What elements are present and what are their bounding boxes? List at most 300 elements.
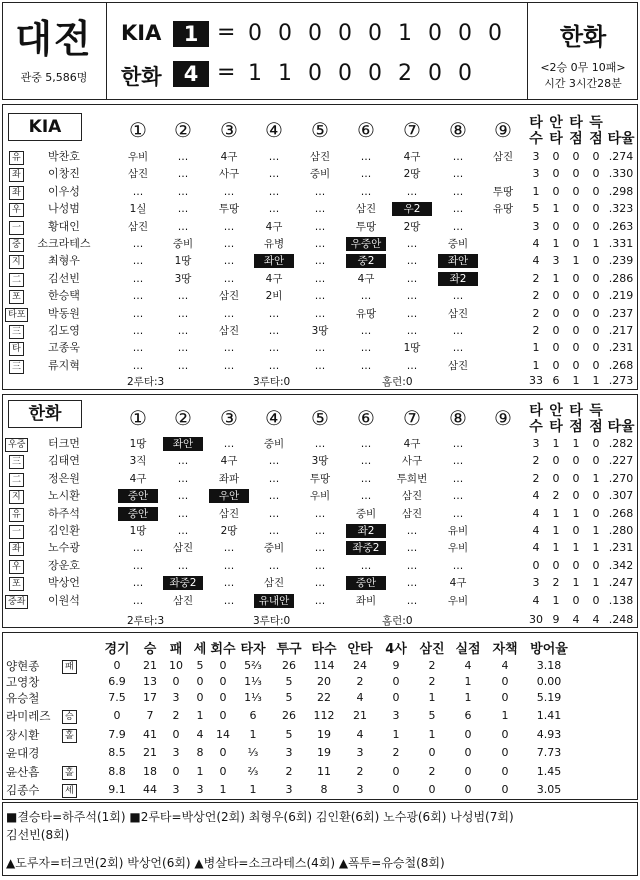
batter-ab: 2 [532, 324, 540, 337]
batter-ab: 2 [532, 454, 540, 468]
at-bat-result-inning-6: … [360, 325, 372, 337]
batter-r: 0 [592, 271, 600, 285]
kia-doubles: 2루타:3 [127, 376, 165, 388]
batter-avg: .231 [608, 541, 634, 555]
at-bat-result-inning-2: … [177, 507, 189, 520]
batter-rbi: 0 [572, 167, 580, 181]
batter-position: 유 [9, 151, 24, 165]
pitcher-stat-0: 0 [113, 709, 121, 722]
at-bat-result-inning-9: 삼진 [492, 151, 514, 163]
pitcher-stat-1: 41 [143, 727, 157, 741]
at-bat-result-inning-2: … [177, 525, 189, 537]
kia-stat-head-ab-top: 타 [529, 115, 543, 131]
kia-stat-head-ab-bottom: 수 [529, 131, 543, 147]
away-equals: = [217, 20, 236, 45]
pitcher-stat-0: 0 [113, 659, 121, 672]
batter-ab: 4 [532, 541, 540, 555]
han-stat-head-h-top: 안 [549, 403, 563, 419]
batter-h: 0 [552, 306, 560, 320]
at-bat-result-inning-5: 우비 [309, 490, 331, 503]
at-bat-result-inning-1: … [132, 342, 144, 355]
batter-position: 좌 [9, 542, 24, 556]
batter-avg: .219 [608, 289, 634, 303]
at-bat-result-inning-5: … [314, 577, 326, 590]
at-bat-result-inning-4: … [268, 307, 280, 320]
at-bat-result-inning-8: … [452, 325, 464, 337]
hanwha-doubles: 2루타:3 [127, 615, 165, 627]
batter-name: 노수광 [48, 541, 80, 555]
batter-h: 1 [552, 524, 560, 537]
pitch-head-9: 4사 [385, 642, 407, 657]
batter-rbi: 1 [572, 541, 580, 555]
pitcher-stat-5: 1⅓ [244, 675, 262, 688]
han-total-avg: .248 [608, 613, 634, 626]
batter-rbi: 0 [572, 593, 580, 607]
pitcher-stat-0: 7.9 [108, 727, 126, 741]
at-bat-result-inning-9: 유땅 [492, 203, 514, 216]
at-bat-result-inning-8: … [452, 185, 464, 198]
at-bat-result-inning-1: … [132, 255, 144, 268]
pitcher-stat-8: 4 [356, 727, 364, 741]
at-bat-result-inning-1: 3직 [129, 455, 147, 468]
batter-avg: .239 [608, 254, 634, 268]
away-inning-5: 0 [368, 21, 382, 46]
pitch-head-1: 승 [143, 642, 157, 657]
batter-name: 김도영 [48, 324, 80, 337]
pitcher-stat-7: 19 [317, 727, 331, 741]
at-bat-result-inning-4: 중비 [263, 438, 285, 450]
pitcher-stat-2: 2 [172, 709, 180, 722]
pitcher-name: 윤산흠 [6, 764, 40, 779]
batter-rbi: 0 [572, 271, 580, 285]
at-bat-result-inning-3: … [223, 438, 235, 450]
pitcher-name: 라미레즈 [6, 709, 51, 723]
han-inning-col-8: ⑧ [449, 406, 467, 430]
at-bat-result-inning-2: … [177, 203, 189, 216]
batter-ab: 1 [532, 358, 540, 372]
pitcher-stat-8: 24 [353, 659, 367, 672]
pitcher-row [0, 764, 640, 782]
pitcher-stat-6: 3 [285, 746, 293, 759]
at-bat-result-inning-7: … [406, 594, 418, 607]
at-bat-result-inning-7: … [406, 255, 418, 268]
at-bat-result-inning-1: 1땅 [129, 525, 147, 537]
at-bat-result-inning-7: 삼진 [401, 507, 423, 520]
hanwha-team-label: 한화 [8, 400, 82, 428]
pitcher-stat-0: 7.5 [108, 691, 126, 704]
at-bat-result-inning-2: 삼진 [172, 594, 194, 607]
at-bat-result-inning-1: … [132, 272, 144, 285]
batter-avg: .263 [608, 219, 634, 233]
at-bat-result-inning-2: … [177, 359, 189, 372]
at-bat-result-inning-7: 2땅 [403, 168, 421, 181]
pitcher-stat-13: 7.73 [536, 746, 562, 759]
at-bat-result-inning-4: 삼진 [263, 577, 285, 590]
batter-r: 0 [592, 454, 600, 468]
pitcher-stat-13: 3.05 [536, 783, 562, 796]
at-bat-result-inning-7: … [406, 290, 418, 303]
batter-name: 김선빈 [48, 271, 80, 285]
at-bat-result-inning-3: 2땅 [220, 525, 238, 537]
at-bat-result-inning-7: … [406, 272, 418, 285]
at-bat-result-inning-6: 좌2 [346, 524, 386, 538]
at-bat-result-inning-2: … [177, 307, 189, 320]
batter-rbi: 0 [572, 219, 580, 233]
at-bat-result-inning-1: … [132, 325, 144, 337]
batter-position: 중좌 [5, 595, 28, 609]
batter-h: 1 [552, 506, 560, 520]
batter-name: 이창진 [48, 167, 80, 181]
han-total-rbi: 4 [572, 613, 580, 626]
batter-position: 三 [9, 325, 24, 339]
batter-h: 1 [552, 541, 560, 555]
batter-position: 지 [9, 490, 24, 504]
batter-avg: .268 [608, 506, 634, 520]
at-bat-result-inning-8: 유비 [447, 525, 469, 537]
at-bat-result-inning-8: … [452, 290, 464, 303]
at-bat-result-inning-6: 좌중2 [346, 541, 386, 555]
at-bat-result-inning-3: … [223, 594, 235, 607]
scoreboard-header [2, 2, 638, 100]
at-bat-result-inning-6: 중안 [346, 576, 386, 590]
at-bat-result-inning-6: … [360, 455, 372, 468]
batter-row [0, 454, 640, 471]
at-bat-result-inning-2: … [177, 168, 189, 181]
batter-name: 장운호 [48, 558, 80, 572]
at-bat-result-inning-4: … [268, 455, 280, 468]
at-bat-result-inning-4: 유내안 [254, 594, 294, 608]
at-bat-result-inning-6: … [360, 342, 372, 355]
batter-rbi: 0 [572, 202, 580, 216]
pitcher-stat-2: 0 [172, 727, 180, 741]
pitcher-stat-6: 5 [285, 675, 293, 688]
notes-line-3: ▲도루자=터크먼(2회) 박상언(6회) ▲병살타=소크라테스(4회) ▲폭투=유승철(8회) [6, 856, 445, 870]
pitcher-stat-3: 3 [196, 783, 204, 796]
at-bat-result-inning-6: … [360, 559, 372, 572]
pitch-head-12: 자책 [492, 642, 518, 657]
pitcher-stat-3: 5 [196, 659, 204, 672]
home-team-name: 한화 [121, 65, 162, 89]
pitcher-name: 장시환 [6, 727, 40, 742]
at-bat-result-inning-5: 중비 [309, 168, 331, 181]
at-bat-result-inning-5: … [314, 525, 326, 537]
batter-r: 0 [592, 219, 600, 233]
kia-homers: 홈런:0 [382, 376, 413, 388]
away-inning-3: 0 [308, 21, 322, 46]
batter-r: 0 [592, 489, 600, 503]
batter-row [0, 150, 640, 167]
pitcher-row [0, 727, 640, 745]
pitch-head-7: 타수 [311, 642, 337, 657]
at-bat-result-inning-4: … [268, 472, 280, 485]
at-bat-result-inning-5: 3땅 [311, 325, 329, 337]
at-bat-result-inning-8: … [452, 203, 464, 216]
batter-rbi: 0 [572, 489, 580, 503]
han-inning-col-3: ③ [220, 406, 238, 430]
han-inning-col-9: ⑨ [494, 406, 512, 430]
pitcher-stat-3: 0 [196, 675, 204, 688]
batter-position: 二 [9, 473, 24, 487]
pitcher-stat-3: 0 [196, 691, 204, 704]
batter-name: 이우성 [48, 184, 80, 198]
batter-r: 0 [592, 306, 600, 320]
batter-h: 1 [552, 271, 560, 285]
at-bat-result-inning-5: … [314, 559, 326, 572]
batter-ab: 0 [532, 558, 540, 572]
at-bat-result-inning-2: … [177, 220, 189, 233]
batter-h: 0 [552, 471, 560, 485]
pitch-head-13: 방어율 [530, 642, 568, 657]
kia-triples: 3루타:0 [253, 376, 291, 388]
home-inning-6: 2 [398, 61, 412, 86]
batter-rbi: 1 [572, 254, 580, 268]
pitcher-stat-7: 22 [317, 691, 331, 704]
kia-stat-head-avg: 타율 [607, 131, 635, 147]
pitcher-stat-3: 8 [196, 746, 204, 759]
at-bat-result-inning-1: … [132, 307, 144, 320]
away-inning-2: 0 [278, 21, 292, 46]
pitcher-stat-10: 2 [428, 675, 436, 688]
batter-ab: 2 [532, 471, 540, 485]
at-bat-result-inning-3: … [223, 272, 235, 285]
pitcher-stat-8: 4 [356, 691, 364, 704]
home-inning-2: 1 [278, 61, 292, 86]
batter-name: 박동원 [48, 306, 80, 320]
pitcher-row [0, 745, 640, 763]
pitcher-stat-7: 19 [317, 746, 331, 759]
at-bat-result-inning-4: … [268, 168, 280, 181]
pitcher-stat-11: 6 [464, 709, 472, 722]
at-bat-result-inning-5: … [314, 359, 326, 372]
home-inning-8: 0 [458, 61, 472, 86]
at-bat-result-inning-2: … [177, 490, 189, 503]
batter-ab: 1 [532, 341, 540, 355]
at-bat-result-inning-4: … [268, 325, 280, 337]
at-bat-result-inning-6: 우중안 [346, 237, 386, 251]
han-inning-col-7: ⑦ [403, 406, 421, 430]
batter-r: 0 [592, 202, 600, 216]
batter-ab: 5 [532, 202, 540, 216]
home-total-score: 4 [173, 61, 209, 87]
pitcher-stat-2: 3 [172, 746, 180, 759]
away-inning-4: 0 [338, 21, 352, 46]
batter-row [0, 541, 640, 558]
pitcher-stat-8: 3 [356, 746, 364, 759]
batter-ab: 4 [532, 593, 540, 607]
kia-inning-col-1: ① [129, 118, 147, 142]
pitcher-stat-4: 0 [219, 675, 227, 688]
batter-position: 三 [9, 360, 24, 374]
batter-r: 1 [592, 237, 600, 250]
han-inning-col-1: ① [129, 406, 147, 430]
pitcher-name: 고영창 [6, 675, 40, 689]
batter-h: 0 [552, 184, 560, 198]
batter-avg: .307 [608, 489, 634, 503]
at-bat-result-inning-7: … [406, 359, 418, 372]
at-bat-result-inning-5: … [314, 290, 326, 303]
batter-ab: 3 [532, 167, 540, 181]
at-bat-result-inning-5: … [314, 272, 326, 285]
at-bat-result-inning-3: 사구 [218, 168, 240, 181]
batter-r: 1 [592, 541, 600, 555]
attendance: 관중 5,586명 [20, 71, 88, 84]
at-bat-result-inning-8: … [452, 220, 464, 233]
pitcher-stat-10: 2 [428, 764, 436, 778]
batter-row [0, 559, 640, 576]
pitcher-decision: 패 [62, 660, 77, 674]
batter-rbi: 0 [572, 471, 580, 485]
away-inning-1: 0 [248, 21, 262, 46]
at-bat-result-inning-3: … [223, 559, 235, 572]
pitcher-stat-3: 1 [196, 709, 204, 722]
batter-h: 1 [552, 593, 560, 607]
kia-total-ab: 33 [529, 374, 543, 387]
pitcher-stat-6: 3 [285, 783, 293, 796]
series-record: <2승 0무 10패> [540, 61, 626, 74]
batter-name: 최형우 [48, 254, 80, 268]
at-bat-result-inning-8: … [452, 507, 464, 520]
at-bat-result-inning-6: 삼진 [355, 203, 377, 216]
at-bat-result-inning-8: 우비 [447, 542, 469, 555]
away-inning-8: 0 [458, 21, 472, 46]
batter-ab: 2 [532, 289, 540, 303]
batter-name: 류지혁 [48, 358, 80, 372]
at-bat-result-inning-5: … [314, 185, 326, 198]
pitcher-stat-13: 5.19 [536, 691, 562, 704]
batter-ab: 3 [532, 150, 540, 163]
batter-ab: 2 [532, 271, 540, 285]
away-team-name: KIA [121, 21, 162, 45]
kia-stat-head-r-bottom: 점 [569, 131, 583, 147]
at-bat-result-inning-5: … [314, 342, 326, 355]
pitcher-stat-10: 0 [428, 783, 436, 796]
batter-position: 좌 [9, 186, 24, 200]
at-bat-result-inning-2: … [177, 290, 189, 303]
pitcher-stat-5: ⅔ [247, 764, 259, 778]
pitch-head-5: 타자 [240, 642, 266, 657]
at-bat-result-inning-6: 중비 [355, 507, 377, 520]
away-inning-6: 1 [398, 21, 412, 46]
at-bat-result-inning-7: … [406, 577, 418, 590]
at-bat-result-inning-1: 중안 [118, 507, 158, 521]
at-bat-result-inning-4: … [268, 490, 280, 503]
batter-rbi: 1 [572, 576, 580, 590]
pitcher-stat-9: 3 [392, 709, 400, 722]
pitcher-stat-13: 3.18 [536, 659, 562, 672]
at-bat-result-inning-4: … [268, 342, 280, 355]
batter-rbi: 0 [572, 358, 580, 372]
han-inning-col-5: ⑤ [311, 406, 329, 430]
at-bat-result-inning-3: 우안 [209, 489, 249, 503]
at-bat-result-inning-7: … [406, 325, 418, 337]
batter-h: 1 [552, 237, 560, 250]
batter-row [0, 489, 640, 506]
batter-h: 0 [552, 558, 560, 572]
at-bat-result-inning-1: … [132, 290, 144, 303]
at-bat-result-inning-7: … [406, 542, 418, 555]
at-bat-result-inning-6: … [360, 490, 372, 503]
at-bat-result-inning-2: 삼진 [172, 542, 194, 555]
at-bat-result-inning-7: 4구 [403, 438, 421, 450]
batter-h: 0 [552, 358, 560, 372]
at-bat-result-inning-6: … [360, 168, 372, 181]
batter-avg: .298 [608, 184, 634, 198]
pitcher-decision: 승 [62, 710, 77, 724]
pitch-head-3: 세 [193, 642, 207, 657]
pitcher-stat-1: 17 [143, 691, 157, 704]
batter-row [0, 472, 640, 489]
batter-r: 0 [592, 150, 600, 163]
at-bat-result-inning-8: … [452, 438, 464, 450]
batter-name: 황대인 [48, 219, 80, 233]
pitcher-stat-8: 3 [356, 783, 364, 796]
at-bat-result-inning-3: … [223, 542, 235, 555]
pitcher-stat-1: 7 [146, 709, 154, 722]
pitcher-stat-2: 3 [172, 691, 180, 704]
batter-h: 0 [552, 341, 560, 355]
at-bat-result-inning-5: … [314, 507, 326, 520]
pitcher-stat-13: 4.93 [536, 727, 562, 741]
batter-name: 한승택 [48, 289, 80, 303]
at-bat-result-inning-6: 좌비 [355, 594, 377, 607]
at-bat-result-inning-1: … [132, 577, 144, 590]
at-bat-result-inning-2: 좌중2 [163, 576, 203, 590]
batter-row [0, 507, 640, 524]
pitcher-stat-7: 112 [313, 709, 335, 722]
kia-inning-col-8: ⑧ [449, 118, 467, 142]
batter-row [0, 289, 640, 306]
pitcher-decision: 홀 [62, 766, 77, 780]
at-bat-result-inning-3: 4구 [220, 455, 238, 468]
batter-position: 一 [9, 525, 24, 539]
at-bat-result-inning-2: … [177, 151, 189, 163]
batter-row [0, 272, 640, 289]
at-bat-result-inning-7: … [406, 559, 418, 572]
batter-name: 나성범 [48, 202, 80, 216]
batter-avg: .342 [608, 558, 634, 572]
batter-ab: 1 [532, 184, 540, 198]
pitcher-stat-10: 0 [428, 746, 436, 759]
at-bat-result-inning-5: … [314, 594, 326, 607]
batter-name: 하주석 [48, 506, 80, 520]
at-bat-result-inning-1: 4구 [129, 472, 147, 485]
at-bat-result-inning-7: 투희번 [396, 472, 428, 485]
batter-r: 0 [592, 558, 600, 572]
pitcher-stat-9: 0 [392, 764, 400, 778]
batter-name: 김태연 [48, 454, 80, 468]
pitcher-name: 윤대경 [6, 746, 40, 760]
at-bat-result-inning-5: … [314, 255, 326, 268]
batter-avg: .282 [608, 437, 634, 450]
pitcher-stat-3: 4 [196, 727, 204, 741]
batter-h: 1 [552, 437, 560, 450]
home-inning-5: 0 [368, 61, 382, 86]
pitcher-stat-11: 0 [464, 746, 472, 759]
at-bat-result-inning-3: 삼진 [218, 507, 240, 520]
batter-ab: 3 [532, 576, 540, 590]
pitch-head-4: 회수 [210, 642, 236, 657]
at-bat-result-inning-3: … [223, 185, 235, 198]
at-bat-result-inning-8: … [452, 342, 464, 355]
batter-r: 1 [592, 471, 600, 485]
at-bat-result-inning-1: … [132, 559, 144, 572]
pitcher-stat-7: 8 [320, 783, 328, 796]
pitcher-stat-0: 6.9 [108, 675, 126, 688]
at-bat-result-inning-2: … [177, 559, 189, 572]
batter-h: 0 [552, 454, 560, 468]
batter-avg: .247 [608, 576, 634, 590]
kia-stat-head-rs-bottom: 점 [589, 131, 603, 147]
